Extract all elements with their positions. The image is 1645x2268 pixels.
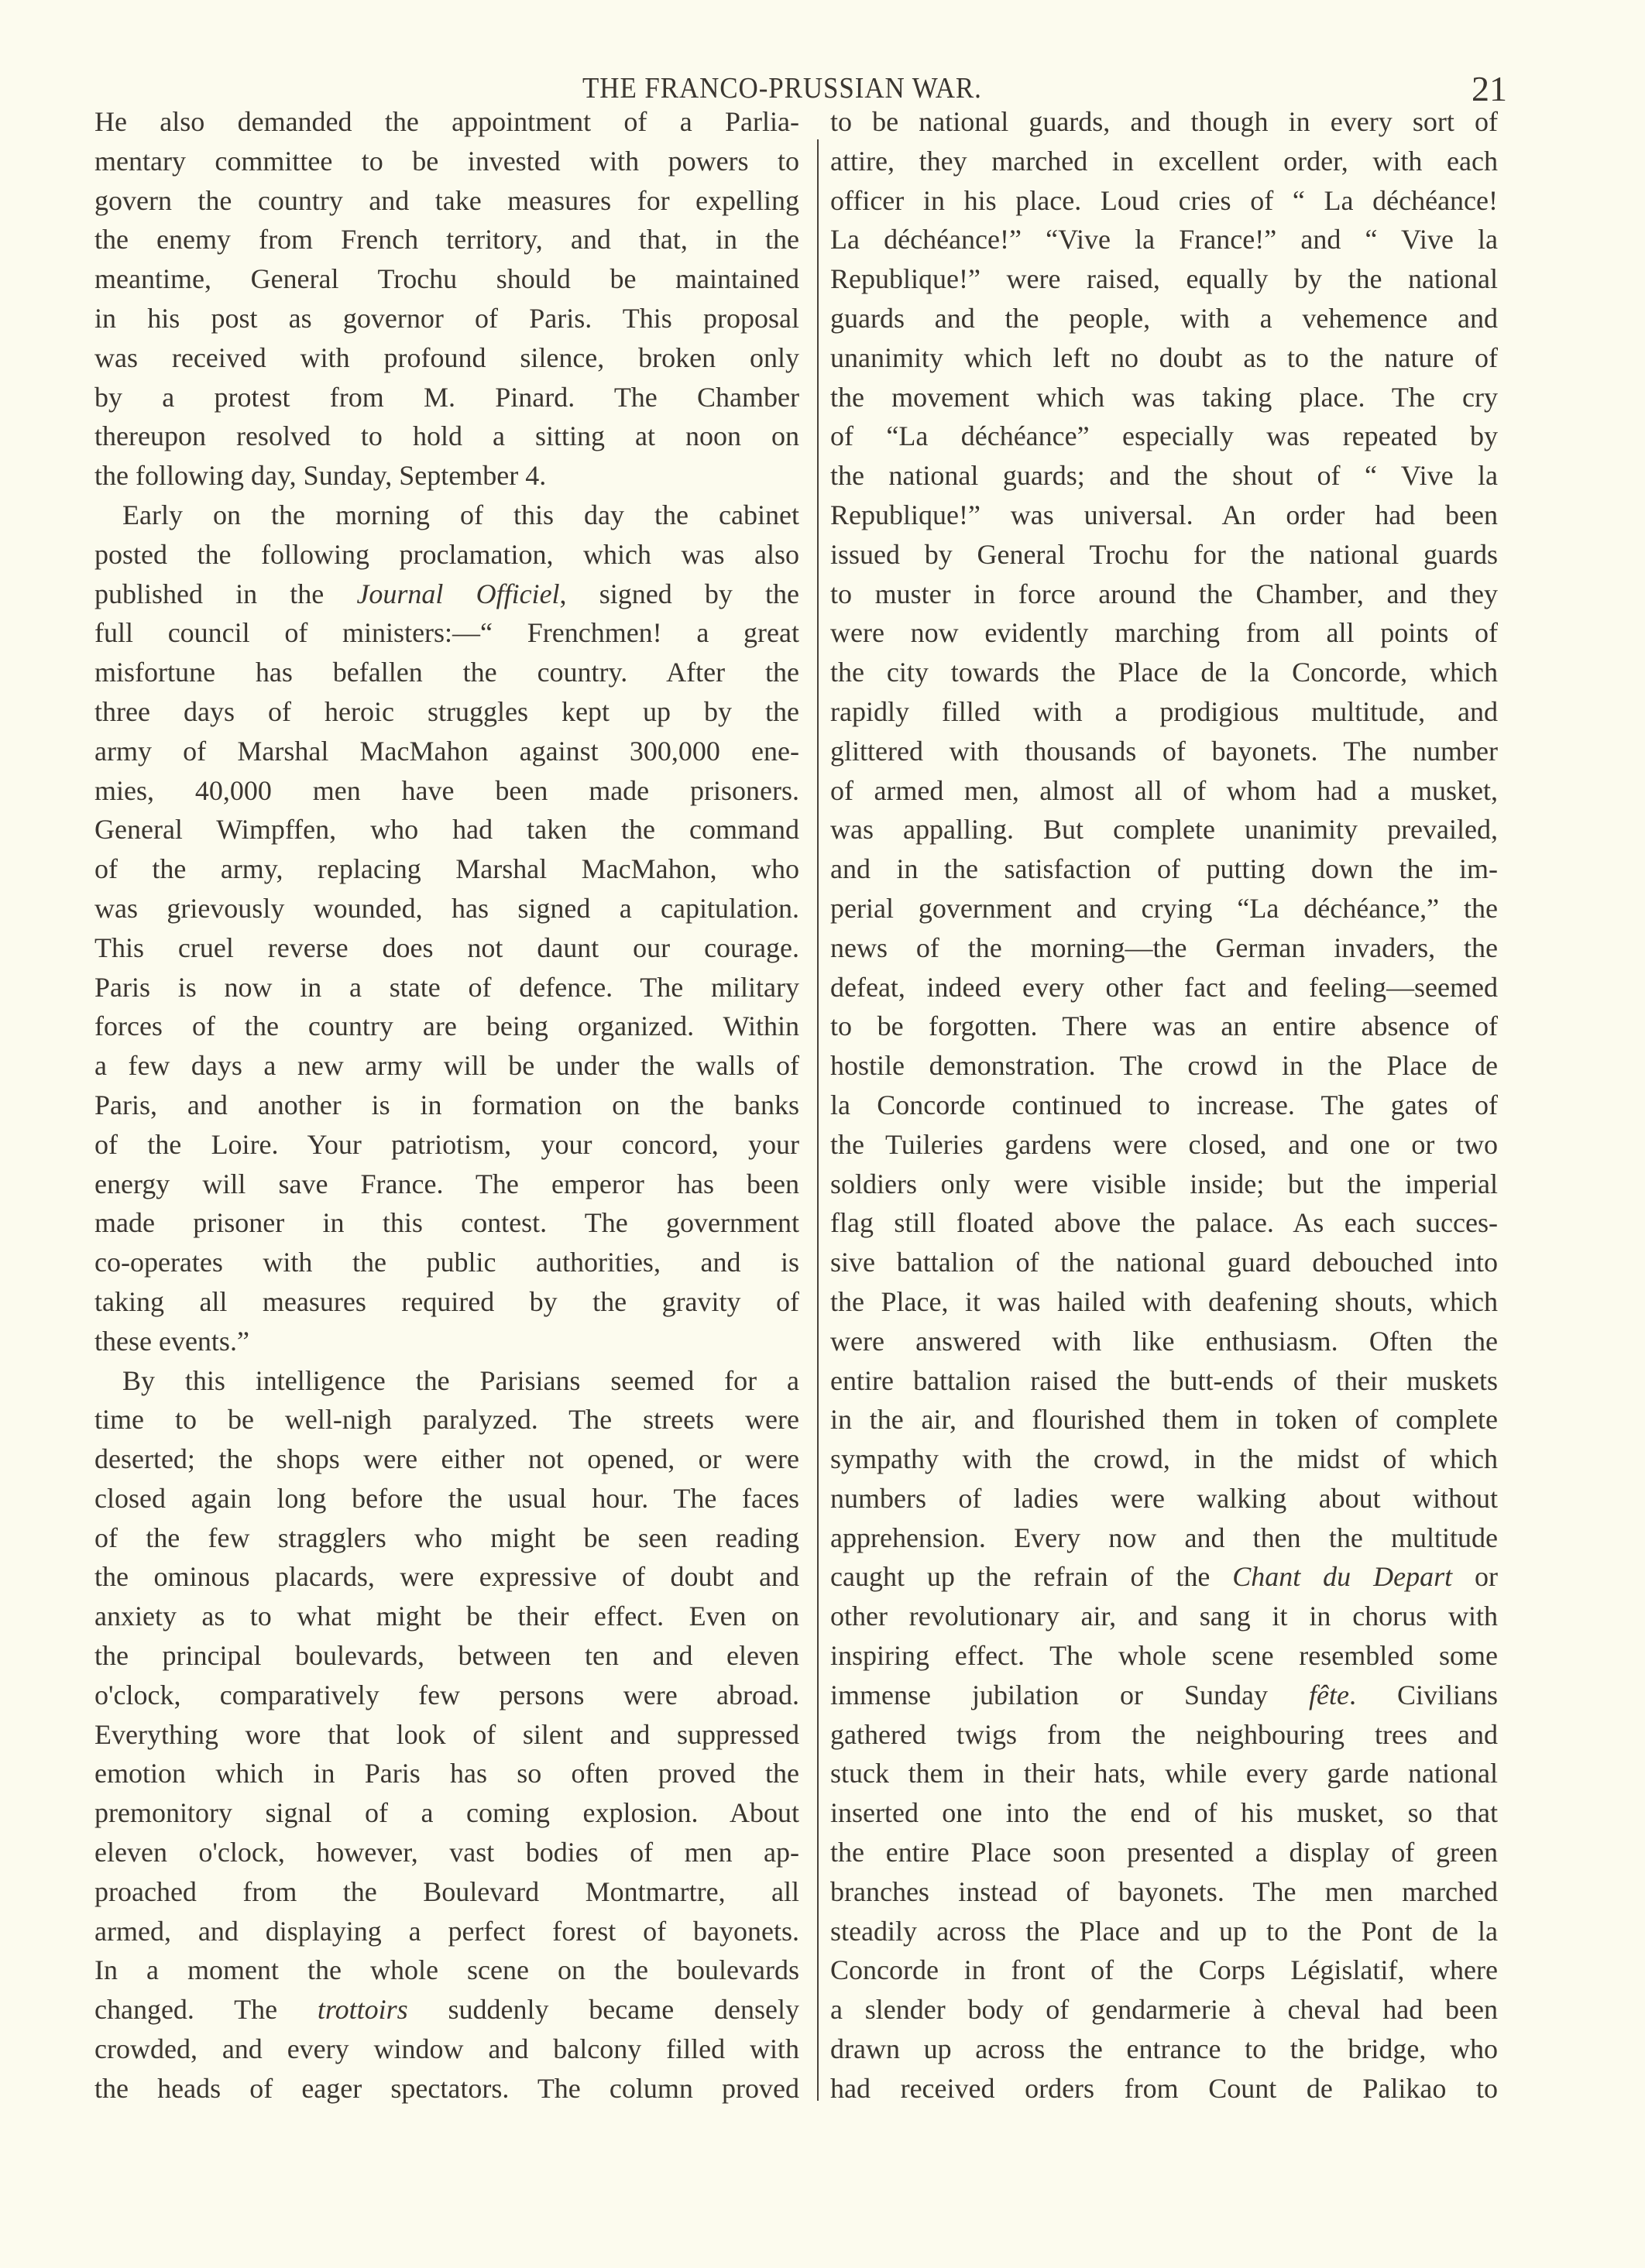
text-line: time to be well-nigh paralyzed. The streets were	[94, 1404, 799, 1436]
text-line: la Concorde continued to increase. The gates of	[830, 1089, 1498, 1120]
text-line: the Place, it was hailed with deafening shouts, which	[830, 1285, 1498, 1317]
text-line: three days of heroic struggles kept up by the	[94, 695, 799, 727]
text-line: gathered twigs from the neighbouring trees and	[830, 1718, 1498, 1750]
text-line: to be forgotten. There was an entire absence of	[830, 1010, 1498, 1042]
text-line: the enemy from French territory, and that, in the	[94, 224, 799, 256]
text-line: anxiety as to what might be their effect. Even on	[94, 1601, 799, 1632]
text-line: rapidly filled with a prodigious multitude, and	[830, 695, 1498, 727]
text-line: were now evidently marching from all points of	[830, 617, 1498, 649]
text-line: published in the Journal Officiel, signed by the	[94, 578, 799, 609]
text-line: these events.”	[94, 1325, 249, 1357]
text-line: thereupon resolved to hold a sitting at noon on	[94, 420, 799, 452]
text-line: a slender body of gendarmerie à cheval had been	[830, 1994, 1498, 2026]
text-line: steadily across the Place and up to the Pont de la	[830, 1915, 1498, 1947]
text-line: defeat, indeed every other fact and feeling—seemed	[830, 971, 1498, 1003]
text-line: drawn up across the entrance to the bridge, who	[830, 2033, 1498, 2065]
text-line: to be national guards, and though in every sort of	[830, 106, 1498, 137]
text-line: mies, 40,000 men have been made prisoners.	[94, 774, 799, 806]
text-line: the city towards the Place de la Concorde, which	[830, 657, 1498, 688]
text-line: the ominous placards, were expressive of doubt and	[94, 1561, 799, 1593]
text-line: of the few stragglers who might be seen reading	[94, 1522, 799, 1553]
text-line: guards and the people, with a vehemence and	[830, 302, 1498, 334]
italic-phrase: Chant du Depart	[1232, 1561, 1453, 1593]
text-line: In a moment the whole scene on the boulevards	[94, 1954, 799, 1986]
text-line: the heads of eager spectators. The column proved	[94, 2072, 799, 2104]
text-line: full council of ministers:—“ Frenchmen! a great	[94, 617, 799, 649]
text-line: Republique!” was universal. An order had been	[830, 499, 1498, 530]
text-line: the principal boulevards, between ten and eleven	[94, 1640, 799, 1672]
text-line: by a protest from M. Pinard. The Chamber	[94, 381, 799, 413]
text-line: He also demanded the appointment of a Parlia-	[94, 106, 799, 137]
text-line: inspiring effect. The whole scene resembled some	[830, 1640, 1498, 1672]
text-line: unanimity which left no doubt as to the nature of	[830, 341, 1498, 373]
text-line: was grievously wounded, has signed a capitulation.	[94, 892, 799, 924]
text-line: the entire Place soon presented a display of green	[830, 1837, 1498, 1868]
text-line: co-operates with the public authorities, and is	[94, 1247, 799, 1278]
italic-phrase: Journal Officiel	[356, 578, 560, 609]
text-line: other revolutionary air, and sang it in chorus with	[830, 1601, 1498, 1632]
italic-phrase: fête	[1309, 1679, 1349, 1710]
text-line: proached from the Boulevard Montmartre, all	[94, 1875, 799, 1907]
text-line: sympathy with the crowd, in the midst of which	[830, 1443, 1498, 1475]
text-line: deserted; the shops were either not opened, or were	[94, 1443, 799, 1475]
text-line: officer in his place. Loud cries of “ La déchéance!	[830, 184, 1498, 216]
text-line: forces of the country are being organized. Within	[94, 1010, 799, 1042]
text-line: to muster in force around the Chamber, and they	[830, 578, 1498, 609]
text-line: soldiers only were visible inside; but the imperial	[830, 1168, 1498, 1199]
text-line: premonitory signal of a coming explosion. About	[94, 1797, 799, 1829]
text-line: crowded, and every window and balcony filled with	[94, 2033, 799, 2065]
text-line: issued by General Trochu for the national guards	[830, 538, 1498, 570]
text-line: Republique!” were raised, equally by the national	[830, 263, 1498, 295]
text-line: By this intelligence the Parisians seemed for a	[122, 1364, 799, 1396]
running-title: THE FRANCO-PRUSSIAN WAR.	[582, 72, 982, 105]
text-line: was received with profound silence, broken only	[94, 341, 799, 373]
text-line: caught up the refrain of the Chant du Depart or	[830, 1561, 1498, 1593]
text-line: energy will save France. The emperor has been	[94, 1168, 799, 1199]
text-line: General Wimpffen, who had taken the command	[94, 814, 799, 846]
text-line: hostile demonstration. The crowd in the Place de	[830, 1050, 1498, 1082]
text-line: govern the country and take measures for expelling	[94, 184, 799, 216]
text-line: perial government and crying “La déchéance,” the	[830, 892, 1498, 924]
text-line: apprehension. Every now and then the multitude	[830, 1522, 1498, 1553]
text-line: branches instead of bayonets. The men marched	[830, 1875, 1498, 1907]
text-line: changed. The trottoirs suddenly became densely	[94, 1994, 799, 2026]
text-line: Concorde in front of the Corps Législatif, where	[830, 1954, 1498, 1986]
text-line: Early on the morning of this day the cabinet	[122, 499, 799, 530]
left-column	[94, 102, 799, 2108]
text-line: of the Loire. Your patriotism, your concord, your	[94, 1128, 799, 1160]
text-line: Paris, and another is in formation on the banks	[94, 1089, 799, 1120]
text-line: inserted one into the end of his musket, so that	[830, 1797, 1498, 1829]
text-line: La déchéance!” “Vive la France!” and “ Vive la	[830, 224, 1498, 256]
text-line: This cruel reverse does not daunt our courage.	[94, 932, 799, 963]
page-number: 21	[1472, 69, 1507, 108]
text-line: glittered with thousands of bayonets. The number	[830, 735, 1498, 767]
italic-phrase: trottoirs	[317, 1994, 408, 2026]
text-line: Everything wore that look of silent and suppressed	[94, 1718, 799, 1750]
text-line: the movement which was taking place. The cry	[830, 381, 1498, 413]
text-line: Paris is now in a state of defence. The military	[94, 971, 799, 1003]
text-line: sive battalion of the national guard debouched into	[830, 1247, 1498, 1278]
text-line: o'clock, comparatively few persons were abroad.	[94, 1679, 799, 1710]
text-line: in the air, and flourished them in token of complete	[830, 1404, 1498, 1436]
text-line: made prisoner in this contest. The government	[94, 1207, 799, 1239]
text-line: army of Marshal MacMahon against 300,000 ene-	[94, 735, 799, 767]
right-column	[830, 102, 1498, 2108]
text-line: armed, and displaying a perfect forest of bayonets.	[94, 1915, 799, 1947]
text-line: numbers of ladies were walking about without	[830, 1482, 1498, 1514]
text-line: mentary committee to be invested with powers to	[94, 145, 799, 177]
text-line: in his post as governor of Paris. This proposal	[94, 302, 799, 334]
text-line: closed again long before the usual hour. The faces	[94, 1482, 799, 1514]
column-divider	[817, 139, 819, 2101]
text-line: had received orders from Count de Palikao to	[830, 2072, 1498, 2104]
text-line: posted the following proclamation, which was also	[94, 538, 799, 570]
text-line: a few days a new army will be under the walls of	[94, 1050, 799, 1082]
text-line: were answered with like enthusiasm. Often the	[830, 1325, 1498, 1357]
text-line: and in the satisfaction of putting down the im-	[830, 853, 1498, 885]
text-line: news of the morning—the German invaders, the	[830, 932, 1498, 963]
text-line: eleven o'clock, however, vast bodies of men ap-	[94, 1837, 799, 1868]
text-line: of “La déchéance” especially was repeated by	[830, 420, 1498, 452]
text-line: meantime, General Trochu should be maintained	[94, 263, 799, 295]
text-line: taking all measures required by the gravity of	[94, 1285, 799, 1317]
text-line: entire battalion raised the butt-ends of their muskets	[830, 1364, 1498, 1396]
text-line: the national guards; and the shout of “ Vive la	[830, 460, 1498, 492]
text-line: of the army, replacing Marshal MacMahon, who	[94, 853, 799, 885]
text-line: stuck them in their hats, while every garde national	[830, 1758, 1498, 1789]
text-line: attire, they marched in excellent order, with each	[830, 145, 1498, 177]
text-line: the Tuileries gardens were closed, and one or two	[830, 1128, 1498, 1160]
text-line: of armed men, almost all of whom had a musket,	[830, 774, 1498, 806]
text-line: flag still floated above the palace. As each succes-	[830, 1207, 1498, 1239]
text-line: misfortune has befallen the country. After the	[94, 657, 799, 688]
text-line: emotion which in Paris has so often proved the	[94, 1758, 799, 1789]
text-line: was appalling. But complete unanimity prevailed,	[830, 814, 1498, 846]
text-line: the following day, Sunday, September 4.	[94, 460, 547, 492]
text-line: immense jubilation or Sunday fête. Civilians	[830, 1679, 1498, 1710]
